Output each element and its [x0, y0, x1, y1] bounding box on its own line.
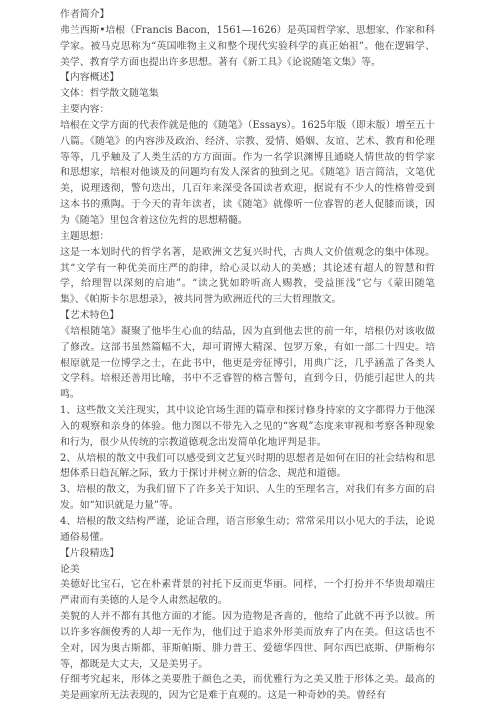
- main-content-text-paragraph: 培根在文学方面的代表作就是他的《随笔》（Essays）。1625年版（即末版）增至五十八篇。《随笔》的内容涉及政治、经济、宗教、爱情、婚姻、友谊、艺术、教育和伦理等等，几乎触及了人类生活的方方面面。作为一名学识渊博且通晓人情世故的哲学家和思想家，培根对他谈及的问题均有发人深省的独到之见。《随笔》语言简洁，文笔优美，说理透彻，警句迭出，几百年来深受各国读者欢迎，据说有不少人的性格曾受到这本书的熏陶。于今天的青年读者，读《随笔》就像听一位睿智的老人促膝而谈，因为《随笔》里包含着这位先哲的思想精髓。: [60, 119, 435, 226]
- theme-text: [60, 245, 435, 308]
- heading-art-features: 【艺术特色】: [60, 310, 120, 322]
- document-page: [60, 7, 435, 704]
- main-content-text: [60, 118, 435, 229]
- heading-content-overview: 【内容概述】: [60, 72, 120, 84]
- excerpt-title: 论美: [60, 563, 80, 575]
- art-feature-3-paragraph: 3、培根的散文，为我们留下了许多关于知识、人生的至理名言，对我们有多方面的启发。如“知识就是力量”等。: [60, 484, 435, 512]
- author-intro-text: [60, 23, 435, 71]
- theme-text-paragraph: 这是一本划时代的哲学名著，是欧洲文艺复兴时代，古典人文价值观念的集中体现。其“文学有一种优美而庄严的韵律，给心灵以动人的美感；其论述有超人的智慧和哲学，给理智以深刻的启迪”。“读之犹如聆听高人赐教，受益匪浅”它与《蒙田随笔集》、《帕斯卡尔思想录》，被共同誉为欧洲近代的三大哲理散文。: [60, 246, 435, 306]
- art-feature-4: [60, 514, 435, 546]
- excerpt-text-1-paragraph: 美德好比宝石，它在朴素背景的衬托下反而更华丽。同样，一个打扮并不华贵却端庄严肃而有美德的人是令人肃然起敬的。: [60, 579, 435, 607]
- art-feature-1-paragraph: 1、这些散文关注现实，其中议论官场生涯的篇章和探讨修身持家的文字都得力于他深入的观察和亲身的体验。他力图以不带先入之见的“客观”态度来审视和考察各种现象和行为，很少从传统的宗教道德观念出发简单化地评判是非。: [60, 405, 435, 448]
- heading-excerpts: 【片段精选】: [60, 547, 120, 559]
- excerpt-text-2: [60, 609, 435, 672]
- genre-line: 文体：哲学散文随笔集: [60, 88, 159, 100]
- theme-label: 主题思想：: [60, 230, 110, 242]
- excerpt-text-1: [60, 577, 435, 609]
- art-feature-3: [60, 482, 435, 514]
- art-features-text-paragraph: 《培根随笔》凝聚了他毕生心血的结晶，因为直到他去世的前一年，培根仍对该收做了修改。这部书虽然篇幅不大，却可谓博大精深、包罗万象，有如一部二十四史。培根原就是一位博学之士，在此书中，他更是旁征博引，用典广泛，几乎涵盖了各类人文学科。培根还善用比喻，书中不乏睿智的格言警句，直到今日，仍能引起世人的共鸣。: [60, 325, 435, 401]
- art-features-text: [60, 324, 435, 403]
- art-feature-2-paragraph: 2、从培根的散文中我们可以感受到文艺复兴时期的思想者是如何在旧的社会结构和思想体系日趋瓦解之际，致力于探讨并树立新的信念、规范和道德。: [60, 452, 435, 480]
- art-feature-1: [60, 403, 435, 451]
- main-content-label: 主要内容：: [60, 104, 110, 116]
- excerpt-text-3: [60, 672, 435, 704]
- heading-author-intro: 作者简介】: [60, 9, 110, 20]
- author-intro-text-paragraph: 弗兰西斯•培根（Francis Bacon，1561—1626）是英国哲学家、思想家、作家和科学家。被马克思称为“英国唯物主义和整个现代实验科学的真正始祖”。他在逻辑学、美学、教育学方面也提出许多思想。著有《新工具》《论说随笔文集》等。: [60, 24, 435, 68]
- art-feature-2: [60, 451, 435, 483]
- excerpt-text-2-paragraph: 美貌的人并不都有其他方面的才能。因为造物是吝啬的，他给了此就不再予以彼。所以许多容颜俊秀的人却一无作为，他们过于追求外形美而放弃了内在美。但这话也不全对，因为奥古斯都、菲斯帕斯、腓力普王、爱德华四世、阿尔西巴底斯、伊斯梅尔等，都既是大丈夫，又是美男子。: [60, 611, 435, 670]
- art-feature-4-paragraph: 4、培根的散文结构严谨，论证合理，语言形象生动；常常采用以小见大的手法，论说通俗易懂。: [60, 516, 435, 543]
- excerpt-text-3-paragraph: 仔细考究起来，形体之美要胜于颜色之美，而优雅行为之美又胜于形体之美。最高的美是画家所无法表现的，因为它是难于直观的。这是一种奇妙的美。曾经有: [60, 674, 435, 702]
